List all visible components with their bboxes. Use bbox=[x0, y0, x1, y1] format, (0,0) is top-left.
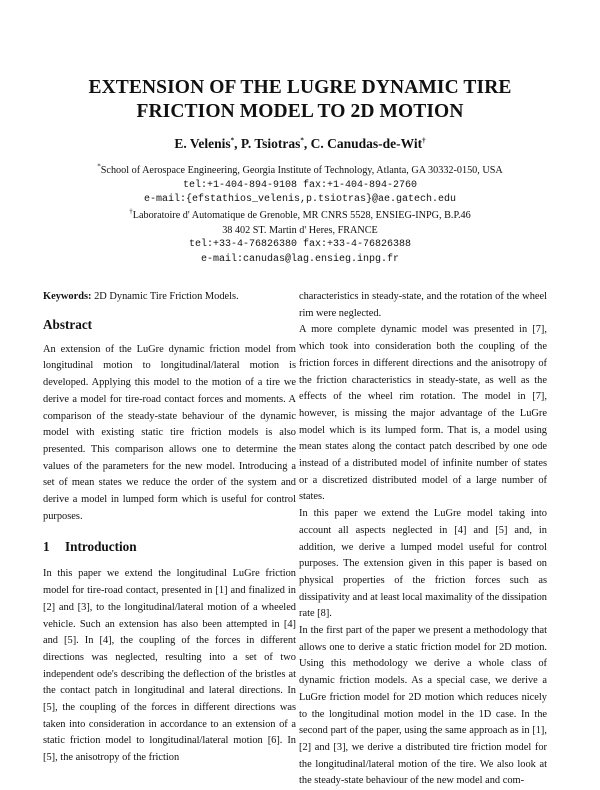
paper-title bbox=[0, 76, 600, 124]
introduction-heading bbox=[43, 538, 296, 556]
affiliation-1-email: e-mail:{efstathios_velenis,p.tsiotras}@ae.gatech.edu bbox=[143, 194, 457, 205]
intro-paragraph-1-continued: characteristics in steady-state, and the rotation of the wheel rim were neglected. bbox=[299, 291, 547, 319]
intro-paragraph-4: In the first part of the paper we present a methodology that allows one to derive a static friction model for 2D motion. Using this methodology we derive a whole class of dynamic friction models. As a special case, we derive a LuGre friction model for 2D motion which reduces nicely to the longitudinal motion model in the 1D case. In the second part of the paper, using the same approach as in [1], [2] and [3], we derive a distributed tire friction model for the longitudinal/lateral motion of the tire. We also look at the steady-state behaviour of the new model and com- bbox=[299, 625, 547, 787]
affiliation-2-tel: tel:+33-4-76826380 fax:+33-4-76826388 bbox=[188, 239, 412, 250]
affiliation-2-email: e-mail:canudas@lag.ensieg.inpg.fr bbox=[200, 254, 400, 265]
abstract-heading: Abstract bbox=[43, 316, 93, 332]
author-velenis-mark: * bbox=[230, 136, 235, 145]
right-column bbox=[299, 289, 547, 790]
section-title: Introduction bbox=[65, 539, 137, 555]
affiliation-1-text: School of Aerospace Engineering, Georgia Institute of Technology, Atlanta, GA 30332-0150, USA bbox=[100, 165, 503, 176]
author-velenis: E. Velenis bbox=[174, 136, 231, 151]
author-list bbox=[0, 135, 600, 153]
left-column bbox=[43, 289, 296, 767]
author-canudas: , C. Canudas-de-Wit bbox=[303, 136, 423, 151]
intro-paragraph-1: In this paper we extend the longitudinal LuGre friction model for tire-road contact, presented in [1] and finalized in [2] and [3], to the longitudinal/lateral motion of a wheeled vehicle. Such an extension has also been attempted in [4] and [5]. In [4], the coupling of the forces in different directions was neglected, resulting into a set of two independent ode's describing the deflection of the bristles at the contact patch in longitudinal and lateral directions. In [5], the coupling of the forces in different directions was taken into consideration in accordance to an extension of a static friction model to longitudinal/lateral motion [6]. In [5], the anisotropy of the friction bbox=[43, 568, 296, 764]
author-tsiotras-mark: * bbox=[300, 136, 304, 145]
affiliation-1-line bbox=[0, 164, 600, 178]
affiliation-2-mark: † bbox=[129, 207, 133, 216]
keywords-label: Keywords: bbox=[43, 291, 92, 302]
affiliation-1-mark: * bbox=[97, 162, 101, 171]
title-line-1: EXTENSION OF THE LUGRE DYNAMIC TIRE bbox=[88, 77, 512, 98]
affiliation-2-line-2: 38 402 ST. Martin d' Heres, FRANCE bbox=[222, 225, 378, 236]
section-number: 1 bbox=[43, 539, 50, 555]
affiliation-2-text: Laboratoire d' Automatique de Grenoble, MR CNRS 5528, ENSIEG-INPG, B.P.46 bbox=[132, 210, 471, 221]
keywords-text: 2D Dynamic Tire Friction Models. bbox=[91, 291, 239, 302]
author-tsiotras: , P. Tsiotras bbox=[234, 136, 301, 151]
keywords bbox=[43, 289, 296, 306]
affiliation-1-tel: tel:+1-404-894-9108 fax:+1-404-894-2760 bbox=[182, 180, 418, 191]
affiliation-2-line-1 bbox=[0, 209, 600, 223]
author-canudas-mark: † bbox=[422, 136, 426, 145]
abstract-text: An extension of the LuGre dynamic friction model from longitudinal motion to longitudinal/lateral motion is developed. Applying this model to the motion of a tire we derive a model for tire-road contact forces and moments. A comparison of the steady-state behaviour of the dynamic model with existing static tire friction models is also presented. This comparison allows one to determine the values of the parameters for the new model. Introducing a set of mean states we reduce the order of the system and derive a model in lumped form which is useful for control purposes. bbox=[43, 343, 296, 522]
intro-paragraph-3: In this paper we extend the LuGre model taking into account all aspects neglected in [4] and [5] and, in addition, we derive a lumped model useful for control purposes. The extension given in this paper is based on physical properties of the friction forces such as dissipativity and at least local maximality of the dissipation rate [8]. bbox=[299, 508, 547, 620]
title-line-2: FRICTION MODEL TO 2D MOTION bbox=[136, 101, 464, 122]
intro-paragraph-2: A more complete dynamic model was presented in [7], which took into consideration both the coupling of the friction forces in different directions and the anisotropy of the friction characteristics in steady-state, as well as the effects of the wheel rim rotation. The model in [7], however, is missing the major advantage of the LuGre model which is its lumped form. That is, a model using mean states along the contact patch described by one ode instead of a distributed model of infinite number of states or a discretized distributed model of a large number of states. bbox=[299, 324, 547, 503]
